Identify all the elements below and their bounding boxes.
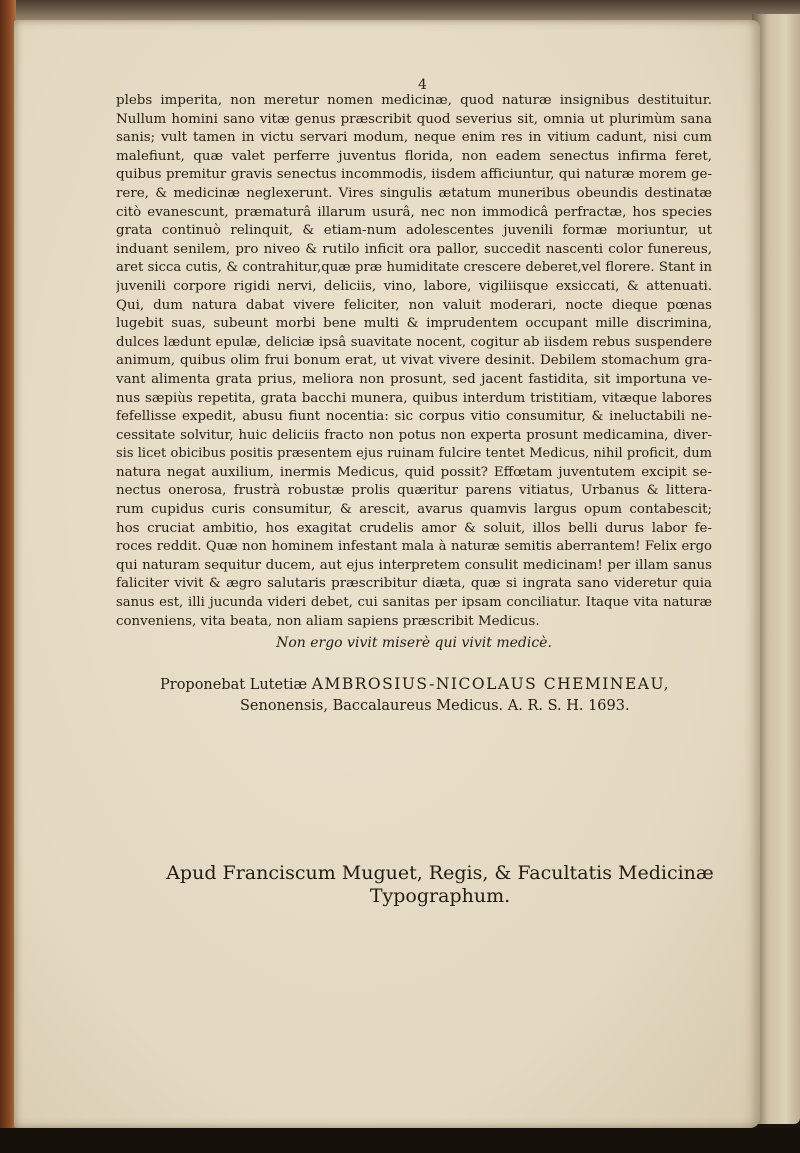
body-line: rum cupidus curis consumitur, & arescit, avarus quamvis largus opum contabescit; — [116, 502, 712, 518]
body-line: conveniens, vita beata, non aliam sapiens præscribit Medicus. — [116, 613, 540, 629]
body-line: natura negat auxilium, inermis Medicus, quid possit? Effœtam juventutem excipit se- — [116, 464, 712, 480]
body-line: sanis; vult tamen in victu servari modum, neque enim res in vitium cadunt, nisi cum — [116, 130, 712, 146]
book-bottom-edge — [0, 1128, 800, 1153]
body-line: quibus premitur gravis senectus incommodis, iisdem afficiuntur, qui naturæ morem ge- — [116, 167, 712, 183]
body-line: aret sicca cutis, & contrahitur,quæ præ humiditate crescere deberet,vel florere. Stant in — [116, 260, 712, 276]
author-name: AMBROSIUS-NICOLAUS CHEMINEAU, — [311, 675, 671, 693]
body-line: qui naturam sequitur ducem, aut ejus interpretem consulit medicinam! per illam sanus — [116, 557, 712, 573]
body-line: sanus est, illi jucunda videri debet, cui sanitas per ipsam conciliatur. Itaque vita naturæ — [116, 595, 712, 611]
attribution-prefix: Proponebat Lutetiæ — [160, 677, 308, 693]
body-line: sis licet obicibus positis præsentem ejus ruinam fulcire tentet Medicus, nihil proficit, dum — [116, 446, 712, 462]
body-line: lugebit suas, subeunt morbi bene multi & imprudentem occupant mille discrimina, — [116, 316, 712, 332]
motto-line: Non ergo vivit miserè qui vivit medicè. — [276, 635, 552, 651]
book-top-edge — [0, 0, 800, 22]
body-line: induant senilem, pro niveo & rutilo inficit ora pallor, succedit nascenti color funereus, — [116, 241, 712, 257]
attribution-details: Senonensis, Baccalaureus Medicus. A. R. S. H. 1693. — [240, 698, 630, 714]
body-line: Nullum homini sano vitæ genus præscribit quod severius sit, omnia ut plurimùm sana — [116, 111, 712, 127]
body-line: Qui, dum natura dabat vivere feliciter, non valuit moderari, nocte dieque pœnas — [116, 297, 712, 313]
body-paragraph — [116, 92, 712, 631]
body-line: nectus onerosa, frustrà robustæ prolis quæritur parens vitiatus, Urbanus & littera- — [116, 483, 712, 499]
body-line: rere, & medicinæ neglexerunt. Vires singulis ætatum muneribus obeundis destinatæ — [116, 185, 712, 201]
body-line: juvenili corpore rigidi nervi, deliciis, vino, labore, vigiliisque exsiccati, & attenuati. — [116, 278, 712, 294]
body-line: faliciter vivit & ægro salutaris præscribitur diæta, quæ si ingrata sano videretur quia — [116, 576, 712, 592]
body-line: dulces lædunt epulæ, deliciæ ipsâ suavitate nocent, cogitur ab iisdem rebus suspendere — [116, 334, 712, 350]
body-line: hos cruciat ambitio, hos exagitat crudelis amor & soluit, illos belli durus labor fe- — [116, 520, 712, 536]
imprint-line-2: Typographum. — [369, 885, 511, 907]
body-line: vant alimenta grata prius, meliora non prosunt, sed jacent fastidita, sit importuna ve- — [116, 371, 712, 387]
imprint-line-1: Apud Franciscum Muguet, Regis, & Facultatis Medicinæ — [166, 862, 714, 884]
body-line: roces reddit. Quæ non hominem infestant mala à naturæ semitis aberrantem! Felix ergo — [116, 539, 712, 555]
body-line: animum, quibus olim frui bonum erat, ut vivat vivere desinit. Debilem stomachum gra- — [116, 353, 712, 369]
body-line: malefiunt, quæ valet perferre juventus florida, non eadem senectus infirma feret, — [116, 148, 712, 164]
printer-imprint — [140, 862, 740, 908]
body-line: plebs imperita, non meretur nomen medicinæ, quod naturæ insignibus destituitur. — [116, 93, 712, 108]
page-number: 4 — [418, 77, 427, 93]
body-line: cessitate solvitur, huic deliciis fracto non potus non experta prosunt medicamina, diver- — [116, 427, 712, 443]
body-line: fefellisse expedit, abusu fiunt nocentia: sic corpus vitio consumitur, & ineluctabili ne- — [116, 409, 712, 425]
body-line: grata continuò relinquit, & etiam-num adolescentes juvenili formæ moriuntur, ut — [116, 223, 712, 239]
body-line: nus sæpiùs repetita, grata bacchi munera, quibus interdum tristitiam, vitæque labores — [116, 390, 712, 406]
thesis-attribution — [160, 674, 720, 717]
body-line: citò evanescunt, præmaturâ illarum usurâ, nec non immodicâ perfractæ, hos species — [116, 204, 712, 220]
